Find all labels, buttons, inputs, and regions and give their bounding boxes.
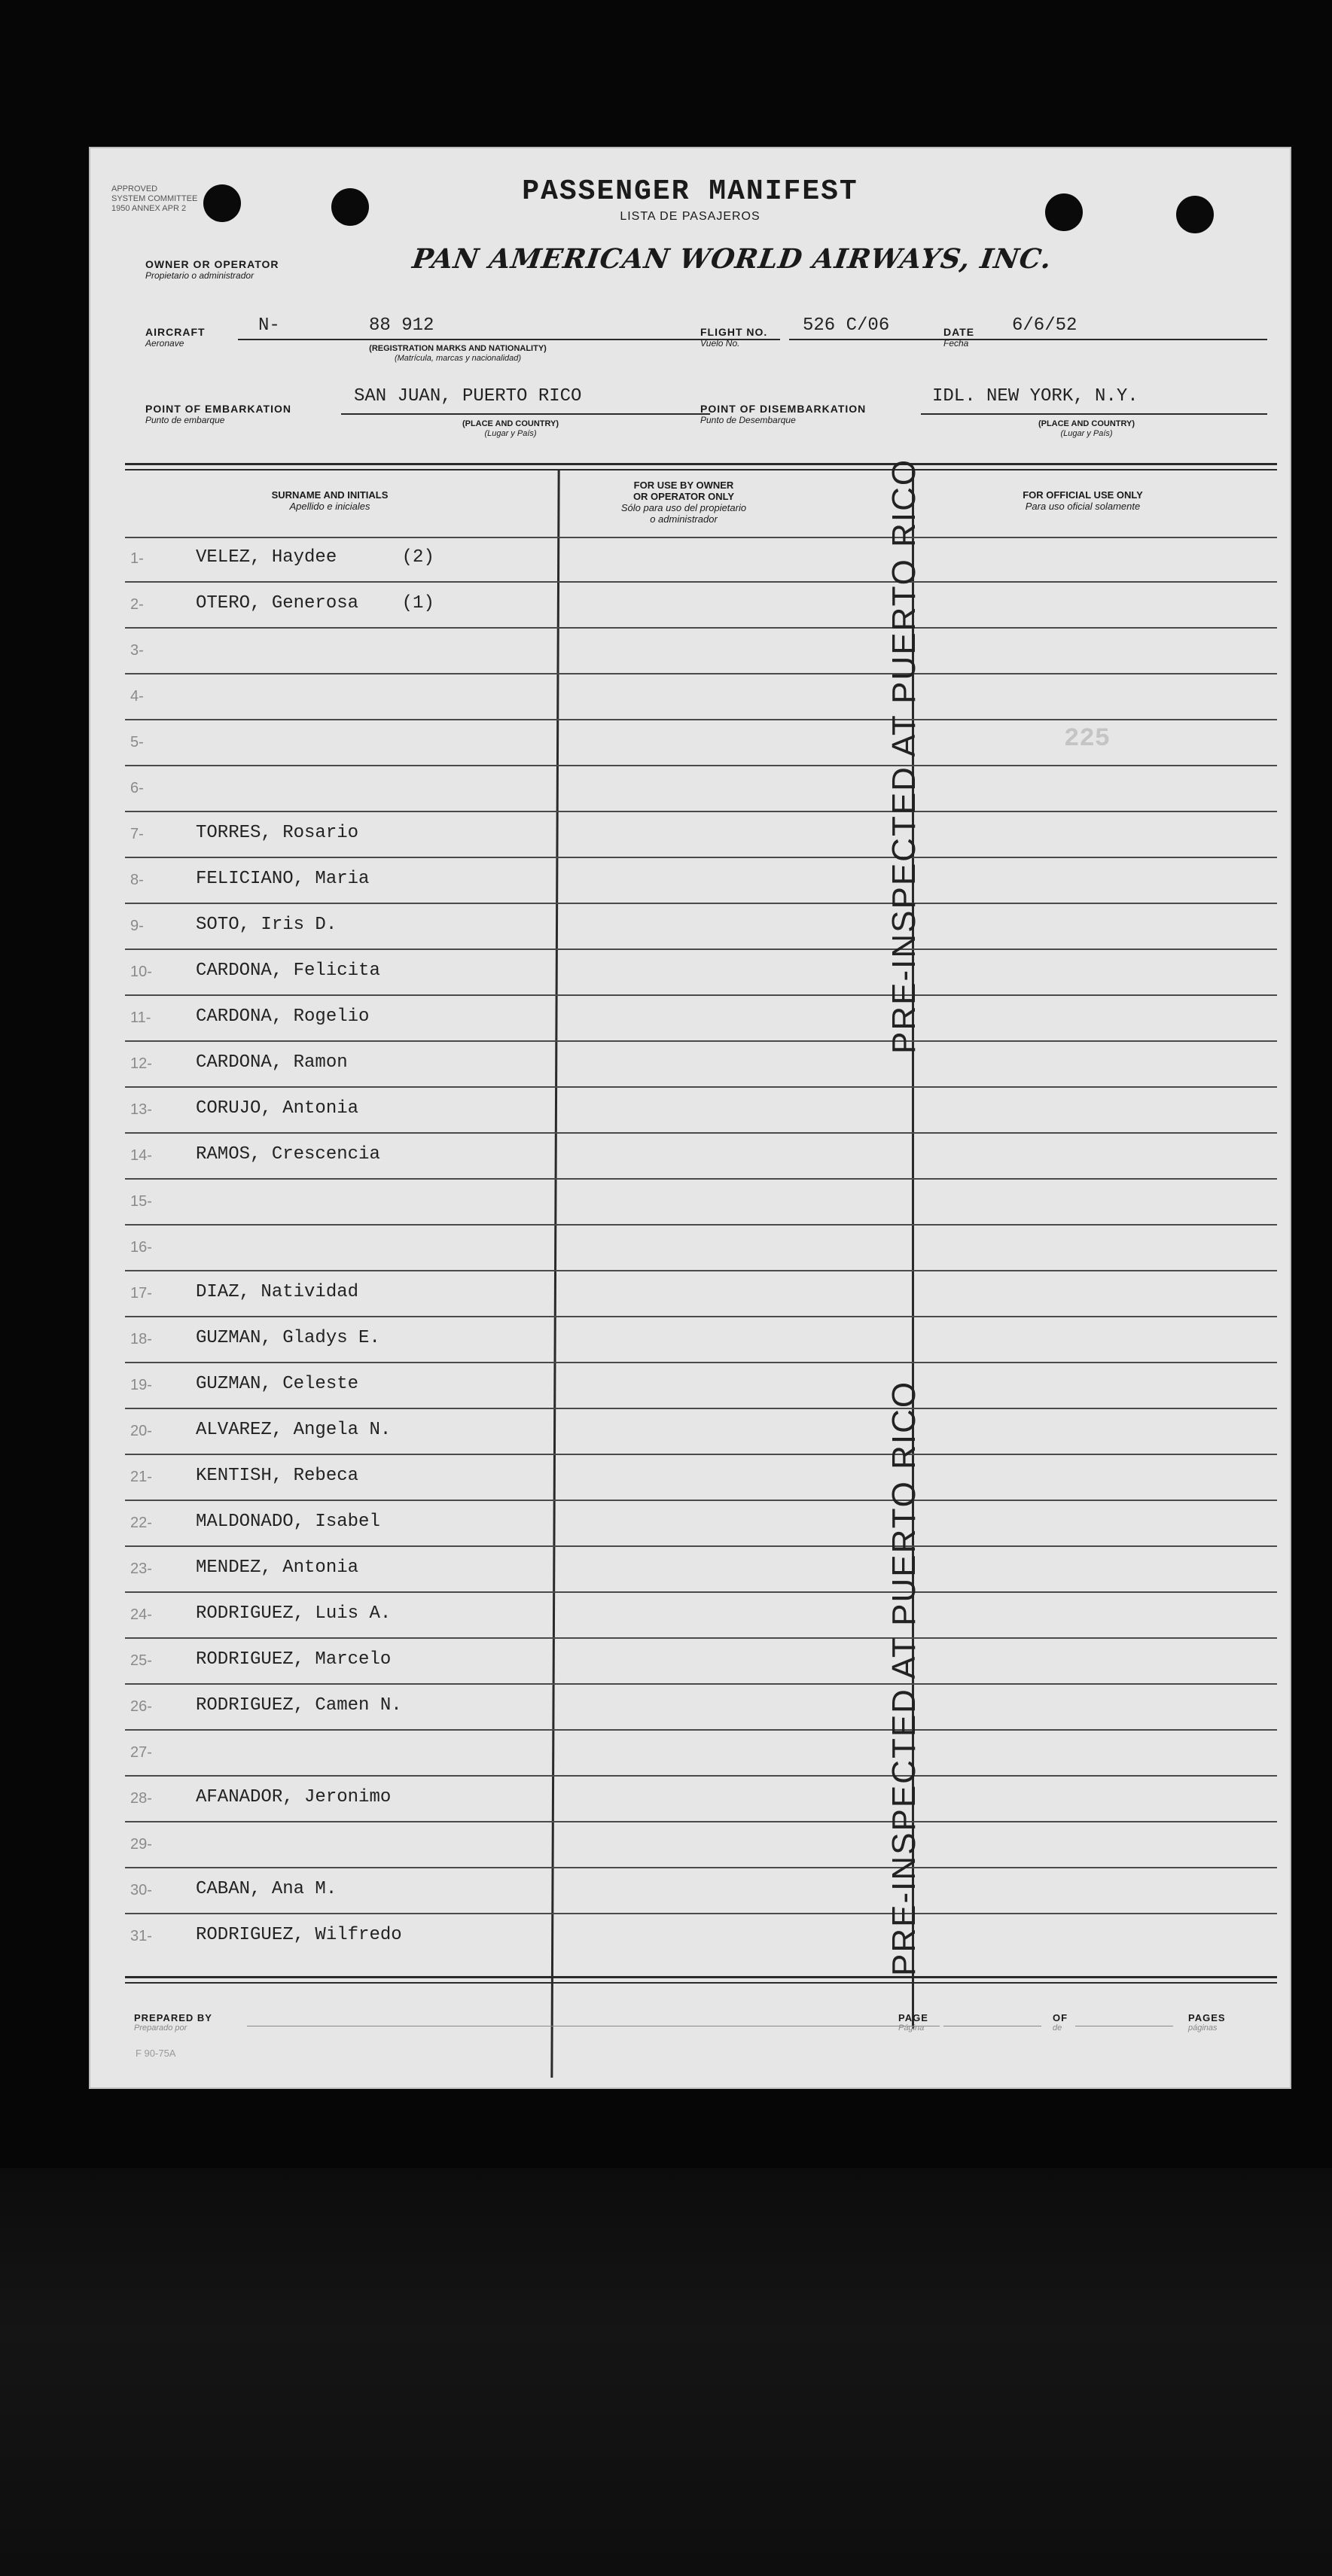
- row-number: 31-: [130, 1928, 152, 1944]
- table-row: [89, 1455, 1291, 1501]
- row-number: 16-: [130, 1239, 152, 1256]
- table-row: [89, 583, 1291, 629]
- pages-label-en: PAGES: [1188, 2012, 1226, 2023]
- row-number: 8-: [130, 872, 144, 888]
- manifest-title: PASSENGER MANIFEST: [522, 175, 858, 208]
- disembarkation-label-en: POINT OF DISEMBARKATION: [700, 403, 867, 415]
- row-number: 13-: [130, 1101, 152, 1118]
- flight-label: [700, 326, 767, 349]
- table-top-rule-1: [125, 463, 1277, 465]
- owner-label: [145, 258, 279, 281]
- name-column-header-en: SURNAME AND INITIALS: [271, 489, 389, 501]
- table-row: [89, 812, 1291, 858]
- embarkation-label-es: Punto de embarque: [145, 415, 225, 425]
- flight-label-en: FLIGHT NO.: [700, 326, 768, 338]
- aircraft-label: [145, 326, 206, 349]
- table-row: [89, 1547, 1291, 1593]
- passenger-name: CARDONA, Felicita: [196, 961, 380, 981]
- page-label-es: Página: [898, 2023, 925, 2032]
- table-row: [89, 1685, 1291, 1731]
- disembarkation-caption: [996, 419, 1177, 439]
- passenger-name: OTERO, Generosa (1): [196, 593, 434, 614]
- owner-label-en: OWNER OR OPERATOR: [145, 258, 279, 270]
- passenger-name: SOTO, Iris D.: [196, 915, 337, 935]
- prepared-by-label: [134, 2012, 212, 2032]
- embarkation-caption-en: (PLACE AND COUNTRY): [462, 419, 559, 428]
- owner-column-header-2: OR OPERATOR ONLY: [632, 491, 735, 502]
- aircraft-label-en: AIRCRAFT: [145, 326, 206, 338]
- table-row: [89, 1317, 1291, 1363]
- registration-caption-en: (REGISTRATION MARKS AND NATIONALITY): [369, 344, 547, 353]
- table-row: [89, 1777, 1291, 1822]
- passenger-name: RODRIGUEZ, Camen N.: [196, 1695, 402, 1716]
- table-row: [89, 1593, 1291, 1639]
- aircraft-registration: 88 912: [369, 315, 434, 336]
- prepared-by-label-en: PREPARED BY: [134, 2012, 212, 2023]
- pages-label-es: páginas: [1188, 2023, 1218, 2032]
- passenger-name: DIAZ, Natividad: [196, 1282, 359, 1302]
- disembarkation-label: [700, 403, 866, 425]
- of-label: [1053, 2012, 1068, 2032]
- row-number: 19-: [130, 1377, 152, 1393]
- table-row: [89, 1409, 1291, 1455]
- row-number: 20-: [130, 1423, 152, 1439]
- official-column-header-es: Para uso oficial solamente: [1025, 501, 1141, 512]
- passenger-name: RAMOS, Crescencia: [196, 1144, 380, 1165]
- row-number: 27-: [130, 1744, 152, 1761]
- row-number: 24-: [130, 1606, 152, 1623]
- row-number: 11-: [130, 1009, 151, 1026]
- table-row: [89, 1731, 1291, 1777]
- flight-label-es: Vuelo No.: [700, 338, 740, 349]
- passenger-name: FELICIANO, Maria: [196, 869, 370, 889]
- table-row: [89, 1868, 1291, 1914]
- passenger-name: TORRES, Rosario: [196, 823, 359, 843]
- approval-line-2: SYSTEM COMMITTEE: [111, 194, 198, 203]
- scanner-background: [0, 2168, 1332, 2576]
- row-number: 26-: [130, 1698, 152, 1715]
- flight-underline: [789, 339, 1015, 340]
- owner-label-es: Propietario o administrador: [145, 270, 255, 281]
- name-column-header-es: Apellido e iniciales: [289, 501, 370, 512]
- passenger-name: KENTISH, Rebeca: [196, 1466, 359, 1486]
- table-row: [89, 1226, 1291, 1271]
- of-label-en: OF: [1053, 2012, 1068, 2023]
- pages-label: [1188, 2012, 1226, 2032]
- row-number: 23-: [130, 1561, 152, 1577]
- row-number: 17-: [130, 1285, 152, 1302]
- disembarkation-place: IDL. NEW YORK, N.Y.: [932, 386, 1138, 406]
- flight-number: 526 C/06: [803, 315, 890, 336]
- table-row: [89, 1639, 1291, 1685]
- passenger-name: CABAN, Ana M.: [196, 1879, 337, 1899]
- aircraft-label-es: Aeronave: [145, 338, 184, 349]
- embarkation-label: [145, 403, 291, 425]
- table-row: [89, 1271, 1291, 1317]
- row-number: 22-: [130, 1515, 152, 1531]
- manifest-sheet: [89, 147, 1291, 2089]
- page-label-en: PAGE: [898, 2012, 928, 2023]
- embarkation-caption-es: (Lugar y País): [484, 429, 537, 438]
- table-row: [89, 1042, 1291, 1088]
- table-row: [89, 674, 1291, 720]
- owner-column-header-es2: o administrador: [650, 513, 718, 525]
- table-row: [89, 1180, 1291, 1226]
- aircraft-underline: [238, 339, 780, 340]
- table-row: [89, 1822, 1291, 1868]
- flight-date: 6/6/52: [1012, 315, 1077, 336]
- page-label: [898, 2012, 928, 2032]
- row-number: 9-: [130, 918, 144, 934]
- disembarkation-label-es: Punto de Desembarque: [700, 415, 796, 425]
- date-label: [943, 326, 974, 349]
- row-number: 21-: [130, 1469, 152, 1485]
- approval-line-1: APPROVED: [111, 184, 158, 193]
- pre-inspected-stamp-2: PRE-INSPECTED AT PUERTO RICO: [885, 1380, 922, 1976]
- row-number: 1-: [130, 550, 144, 567]
- table-row: [89, 629, 1291, 674]
- row-number: 3-: [130, 642, 144, 659]
- table-row: [89, 858, 1291, 904]
- row-number: 15-: [130, 1193, 152, 1210]
- passenger-name: ALVAREZ, Angela N.: [196, 1420, 392, 1440]
- row-number: 10-: [130, 964, 152, 980]
- table-row: [89, 904, 1291, 950]
- passenger-name: RODRIGUEZ, Marcelo: [196, 1649, 392, 1670]
- disembarkation-underline: [921, 413, 1267, 415]
- passenger-name: GUZMAN, Gladys E.: [196, 1328, 380, 1348]
- embarkation-label-en: POINT OF EMBARKATION: [145, 403, 291, 415]
- bleed-through-number: 225: [1064, 725, 1111, 754]
- passenger-name: AFANADOR, Jeronimo: [196, 1787, 392, 1807]
- passenger-rows: [89, 537, 1291, 1967]
- table-row: [89, 1088, 1291, 1134]
- passenger-name: MENDEZ, Antonia: [196, 1557, 359, 1578]
- passenger-name: RODRIGUEZ, Luis A.: [196, 1603, 392, 1624]
- owner-column-header: [556, 480, 812, 525]
- row-number: 12-: [130, 1055, 152, 1072]
- row-number: 4-: [130, 688, 144, 705]
- passenger-name: CARDONA, Rogelio: [196, 1006, 370, 1027]
- pre-inspected-stamp-1: PRE-INSPECTED AT PUERTO RICO: [885, 458, 922, 1054]
- manifest-subtitle: LISTA DE PASAJEROS: [620, 210, 760, 223]
- passenger-name: CARDONA, Ramon: [196, 1052, 348, 1073]
- table-row: [89, 1134, 1291, 1180]
- row-number: 7-: [130, 826, 144, 842]
- embarkation-underline: [341, 413, 710, 415]
- row-number: 28-: [130, 1790, 152, 1807]
- official-column-header: [947, 489, 1218, 512]
- aircraft-prefix: N-: [258, 315, 280, 336]
- row-number: 6-: [130, 780, 144, 796]
- date-label-en: DATE: [943, 326, 975, 338]
- date-underline: [992, 339, 1267, 340]
- table-row: [89, 950, 1291, 996]
- official-column-header-en: FOR OFFICIAL USE ONLY: [1023, 489, 1143, 501]
- table-row: [89, 766, 1291, 812]
- row-number: 5-: [130, 734, 144, 751]
- row-number: 14-: [130, 1147, 152, 1164]
- table-row: [89, 1914, 1291, 1960]
- embarkation-caption: [420, 419, 601, 439]
- table-row: [89, 1501, 1291, 1547]
- owner-column-header-es1: Sólo para uso del propietario: [620, 502, 747, 513]
- passenger-name: RODRIGUEZ, Wilfredo: [196, 1925, 402, 1945]
- registration-caption: [315, 344, 601, 364]
- owner-column-header-1: FOR USE BY OWNER: [633, 480, 734, 491]
- passenger-name: CORUJO, Antonia: [196, 1098, 359, 1119]
- row-number: 29-: [130, 1836, 152, 1853]
- passenger-name: MALDONADO, Isabel: [196, 1512, 380, 1532]
- table-row: [89, 996, 1291, 1042]
- prepared-by-label-es: Preparado por: [134, 2023, 187, 2032]
- airline-name: PAN AMERICAN WORLD AIRWAYS, INC.: [410, 243, 1054, 275]
- row-number: 30-: [130, 1882, 152, 1899]
- table-bottom-rule-1: [125, 1976, 1277, 1978]
- form-code: F 90-75A: [136, 2048, 176, 2059]
- table-row: [89, 537, 1291, 583]
- date-label-es: Fecha: [943, 338, 969, 349]
- embarkation-place: SAN JUAN, PUERTO RICO: [354, 386, 582, 406]
- table-top-rule-2: [125, 469, 1277, 470]
- row-number: 25-: [130, 1652, 152, 1669]
- passenger-name: GUZMAN, Celeste: [196, 1374, 359, 1394]
- disembarkation-caption-es: (Lugar y País): [1060, 429, 1113, 438]
- registration-caption-es: (Matrícula, marcas y nacionalidad): [394, 354, 522, 363]
- approval-line-3: 1950 ANNEX APR 2: [111, 204, 187, 213]
- row-number: 18-: [130, 1331, 152, 1347]
- table-row: [89, 1363, 1291, 1409]
- table-bottom-rule-2: [125, 1982, 1277, 1984]
- of-label-es: de: [1053, 2023, 1062, 2032]
- disembarkation-caption-en: (PLACE AND COUNTRY): [1038, 419, 1135, 428]
- passenger-name: VELEZ, Haydee (2): [196, 547, 434, 568]
- table-row: [89, 720, 1291, 766]
- row-number: 2-: [130, 596, 144, 613]
- name-column-header: [202, 489, 458, 512]
